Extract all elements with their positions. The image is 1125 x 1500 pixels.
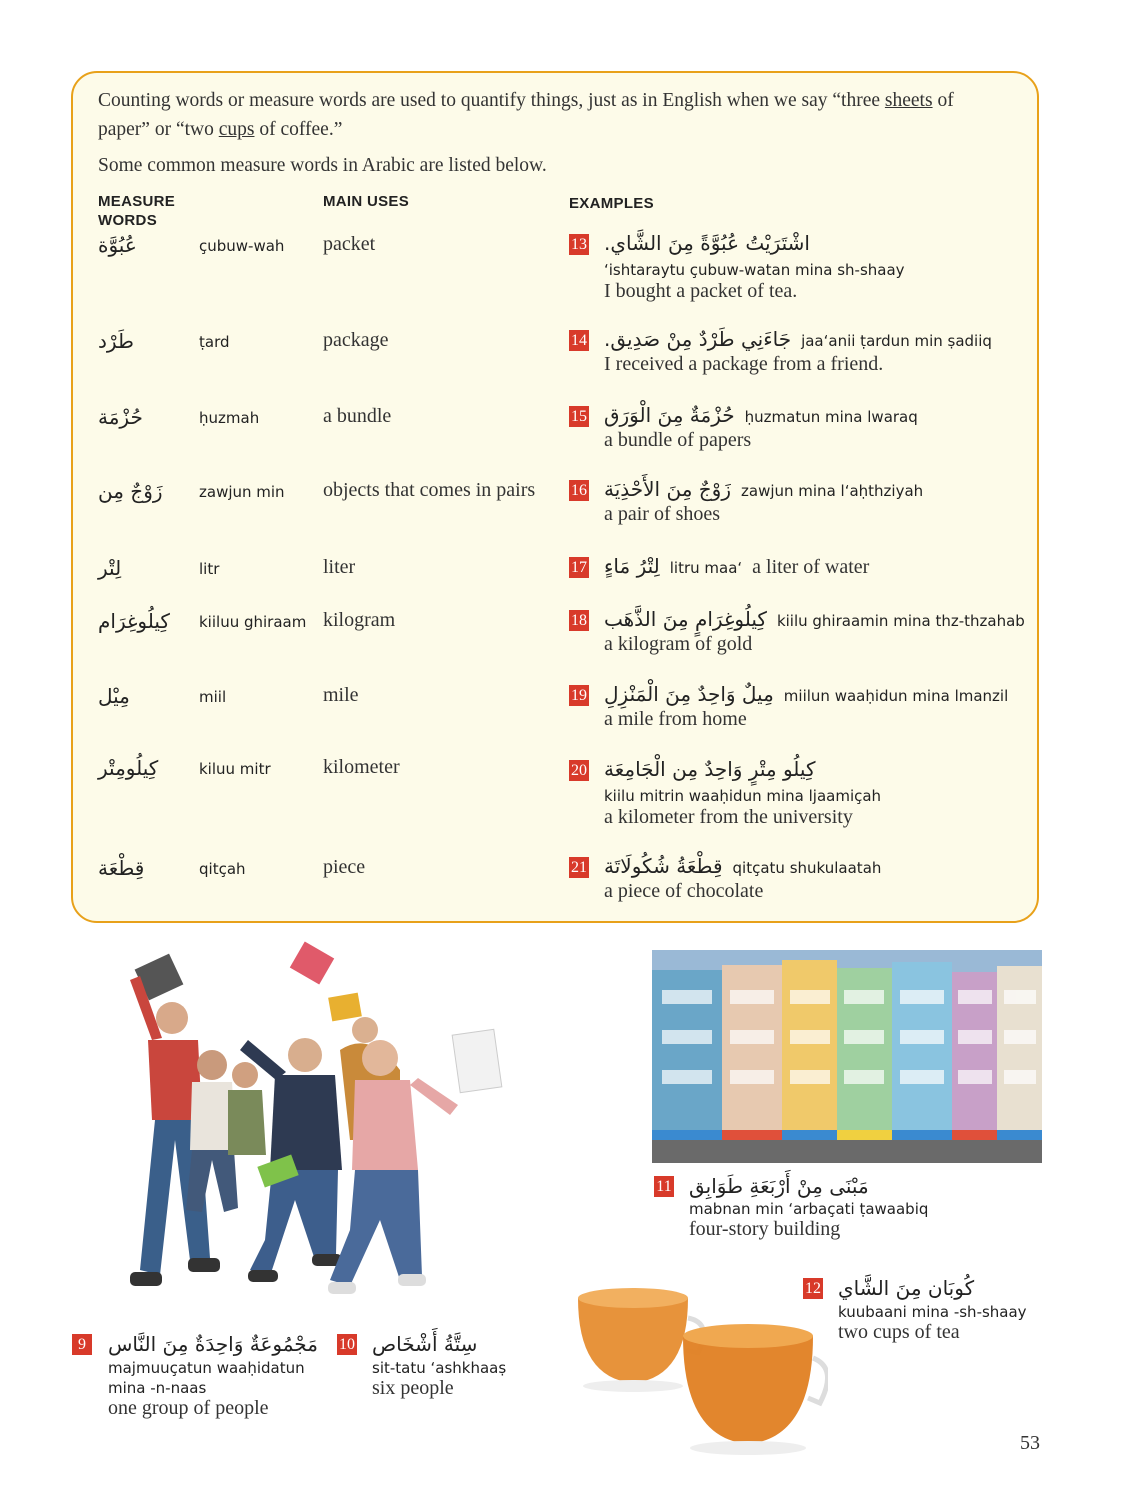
header-measure-words: MEASURE WORDS	[98, 193, 176, 229]
example-number-badge: 21	[571, 859, 587, 876]
measure-word-arabic: كِيلُوغِرَام	[98, 609, 170, 633]
caption-arabic-10: سِتَّةُ أَشْخَاص	[372, 1332, 478, 1356]
example-arabic: حُزْمَةٌ مِنَ الْوَرَق	[604, 403, 735, 427]
intro-line-2: paper” or “two cups of coffee.”	[98, 119, 343, 140]
measure-word-use: kilometer	[323, 756, 400, 778]
measure-word-translit: qitçah	[199, 860, 246, 878]
example-translit: miilun waaḥidun mina lmanzil	[783, 687, 1009, 705]
caption-number-10: 10	[339, 1336, 355, 1353]
measure-word-translit: çubuw-wah	[199, 237, 285, 255]
example-english: a bundle of papers	[604, 429, 752, 451]
example-translit: zawjun mina l‘aḥthziyah	[741, 482, 924, 500]
measure-word-translit: ḥuzmah	[199, 409, 260, 427]
measure-word-arabic: مِيْل	[98, 684, 130, 708]
caption-translit-9a: majmuuçatun waaḥidatun	[108, 1359, 305, 1377]
caption-number-12: 12	[805, 1280, 821, 1297]
example-number-badge: 14	[571, 332, 587, 349]
caption-english-11: four-story building	[689, 1218, 841, 1240]
measure-word-use: objects that comes in pairs	[323, 479, 536, 501]
example-number-badge: 17	[571, 559, 587, 576]
intro-line-3: Some common measure words in Arabic are listed below.	[98, 155, 547, 176]
caption-translit-10: sit-tatu ‘ashkhaaṣ	[372, 1359, 507, 1377]
example-translit: qitçatu shukulaatah	[732, 859, 882, 877]
example-arabic: جَاءَنِي طَرْدٌ مِنْ صَدِيق.	[604, 327, 792, 351]
measure-word-translit: kiluu mitr	[199, 760, 271, 778]
example-line	[604, 854, 881, 878]
four-story-building-photo	[652, 950, 1042, 1163]
example-number-badge: 13	[571, 236, 587, 253]
measure-word-arabic: كِيلُومِتْر	[98, 756, 159, 780]
example-translit: kiilu mitrin waaḥidun mina ljaamiçah	[604, 787, 882, 805]
header-examples: EXAMPLES	[569, 195, 654, 212]
page-number: 53	[1020, 1432, 1040, 1454]
caption-english-10: six people	[372, 1377, 454, 1399]
example-arabic: لِتْرُ مَاءٍ	[604, 554, 660, 578]
example-line	[604, 607, 1025, 631]
measure-word-translit: litr	[199, 560, 220, 578]
measure-word-use: package	[323, 329, 389, 351]
measure-word-translit: ṭard	[199, 333, 230, 351]
caption-arabic-11: مَبْنَى مِنْ أَرْبَعَةِ طَوَابِق	[689, 1174, 869, 1198]
measure-word-arabic: قِطْعَة	[98, 856, 145, 880]
tea-cups-photo	[568, 1268, 828, 1468]
caption-translit-9b: mina -n-naas	[108, 1379, 207, 1397]
example-arabic: اشْتَرَيْتُ عُبُوَّةً مِنَ الشَّاي.	[604, 231, 810, 255]
example-line	[604, 554, 869, 579]
example-arabic: زَوْجٌ مِنَ الأَحْذِيَة	[604, 477, 731, 501]
measure-word-arabic: طَرْد	[98, 329, 134, 353]
example-english: a mile from home	[604, 708, 747, 730]
header-main-uses: MAIN USES	[323, 193, 410, 210]
intro-line-1: Counting words or measure words are used to quantify things, just as in English when we say “three sheets of	[98, 90, 954, 111]
example-translit: ‘ishtaraytu çubuw-watan mina sh-shaay	[604, 261, 905, 279]
measure-word-translit: kiiluu ghiraam	[199, 613, 307, 631]
measure-word-use: a bundle	[323, 405, 392, 427]
example-line	[604, 682, 1008, 706]
example-english: I bought a packet of tea.	[604, 280, 798, 302]
example-english: I received a package from a friend.	[604, 353, 884, 375]
measure-word-translit: zawjun min	[199, 483, 285, 501]
caption-number-9: 9	[72, 1334, 92, 1355]
caption-number-11: 11	[654, 1176, 674, 1197]
measure-word-use: liter	[323, 556, 356, 578]
measure-word-arabic: لِتْر	[98, 556, 122, 580]
measure-word-use: piece	[323, 856, 366, 878]
example-translit: jaa‘anii ṭardun min ṣadiiq	[801, 332, 992, 350]
example-number-badge: 18	[571, 612, 587, 629]
example-line	[604, 327, 992, 351]
measure-word-translit: miil	[199, 688, 227, 706]
caption-arabic-12: كُوبَان مِنَ الشَّاي	[838, 1276, 975, 1300]
example-english: a piece of chocolate	[604, 880, 764, 902]
caption-translit-12: kuubaani mina -sh-shaay	[838, 1303, 1027, 1321]
measure-word-arabic: عُبُوَّة	[98, 233, 137, 257]
measure-word-use: mile	[323, 684, 359, 706]
example-arabic: كِيلُوغِرَامٍ مِنَ الذَّهَب	[604, 607, 767, 631]
caption-english-12: two cups of tea	[838, 1321, 960, 1343]
example-arabic: كِيلُو مِتْرٍ وَاحِدٌ مِن الْجَامِعَة	[604, 757, 816, 781]
measure-word-arabic: حُزْمَة	[98, 405, 143, 429]
example-english: a kilometer from the university	[604, 806, 853, 828]
example-arabic: مِيلٌ وَاحِدٌ مِنَ الْمَنْزِلِ	[604, 682, 774, 706]
example-translit: litru maa‘	[669, 559, 743, 577]
example-translit: kiilu ghiraamin mina thz-thzahab	[776, 612, 1025, 630]
example-number-badge: 15	[571, 408, 587, 425]
example-english: a kilogram of gold	[604, 633, 753, 655]
example-number-badge: 20	[571, 762, 587, 779]
caption-translit-11: mabnan min ‘arbaçati ṭawaabiq	[689, 1200, 929, 1218]
example-line	[604, 477, 923, 501]
example-translit: ḥuzmatun mina lwaraq	[744, 408, 918, 426]
jumping-people-photo	[100, 940, 520, 1330]
caption-english-9: one group of people	[108, 1397, 269, 1419]
example-english: a pair of shoes	[604, 503, 721, 525]
example-line	[604, 403, 918, 427]
measure-word-use: kilogram	[323, 609, 396, 631]
measure-word-arabic: زَوْجٌ مِن	[98, 479, 163, 503]
measure-word-use: packet	[323, 233, 376, 255]
example-english: a liter of water	[752, 556, 870, 578]
caption-arabic-9: مَجْمُوعَةٌ وَاحِدَةٌ مِنَ النَّاس	[108, 1332, 318, 1356]
example-number-badge: 19	[571, 687, 587, 704]
example-arabic: قِطْعَةُ شُكُولَاتَة	[604, 854, 723, 878]
example-number-badge: 16	[571, 482, 587, 499]
